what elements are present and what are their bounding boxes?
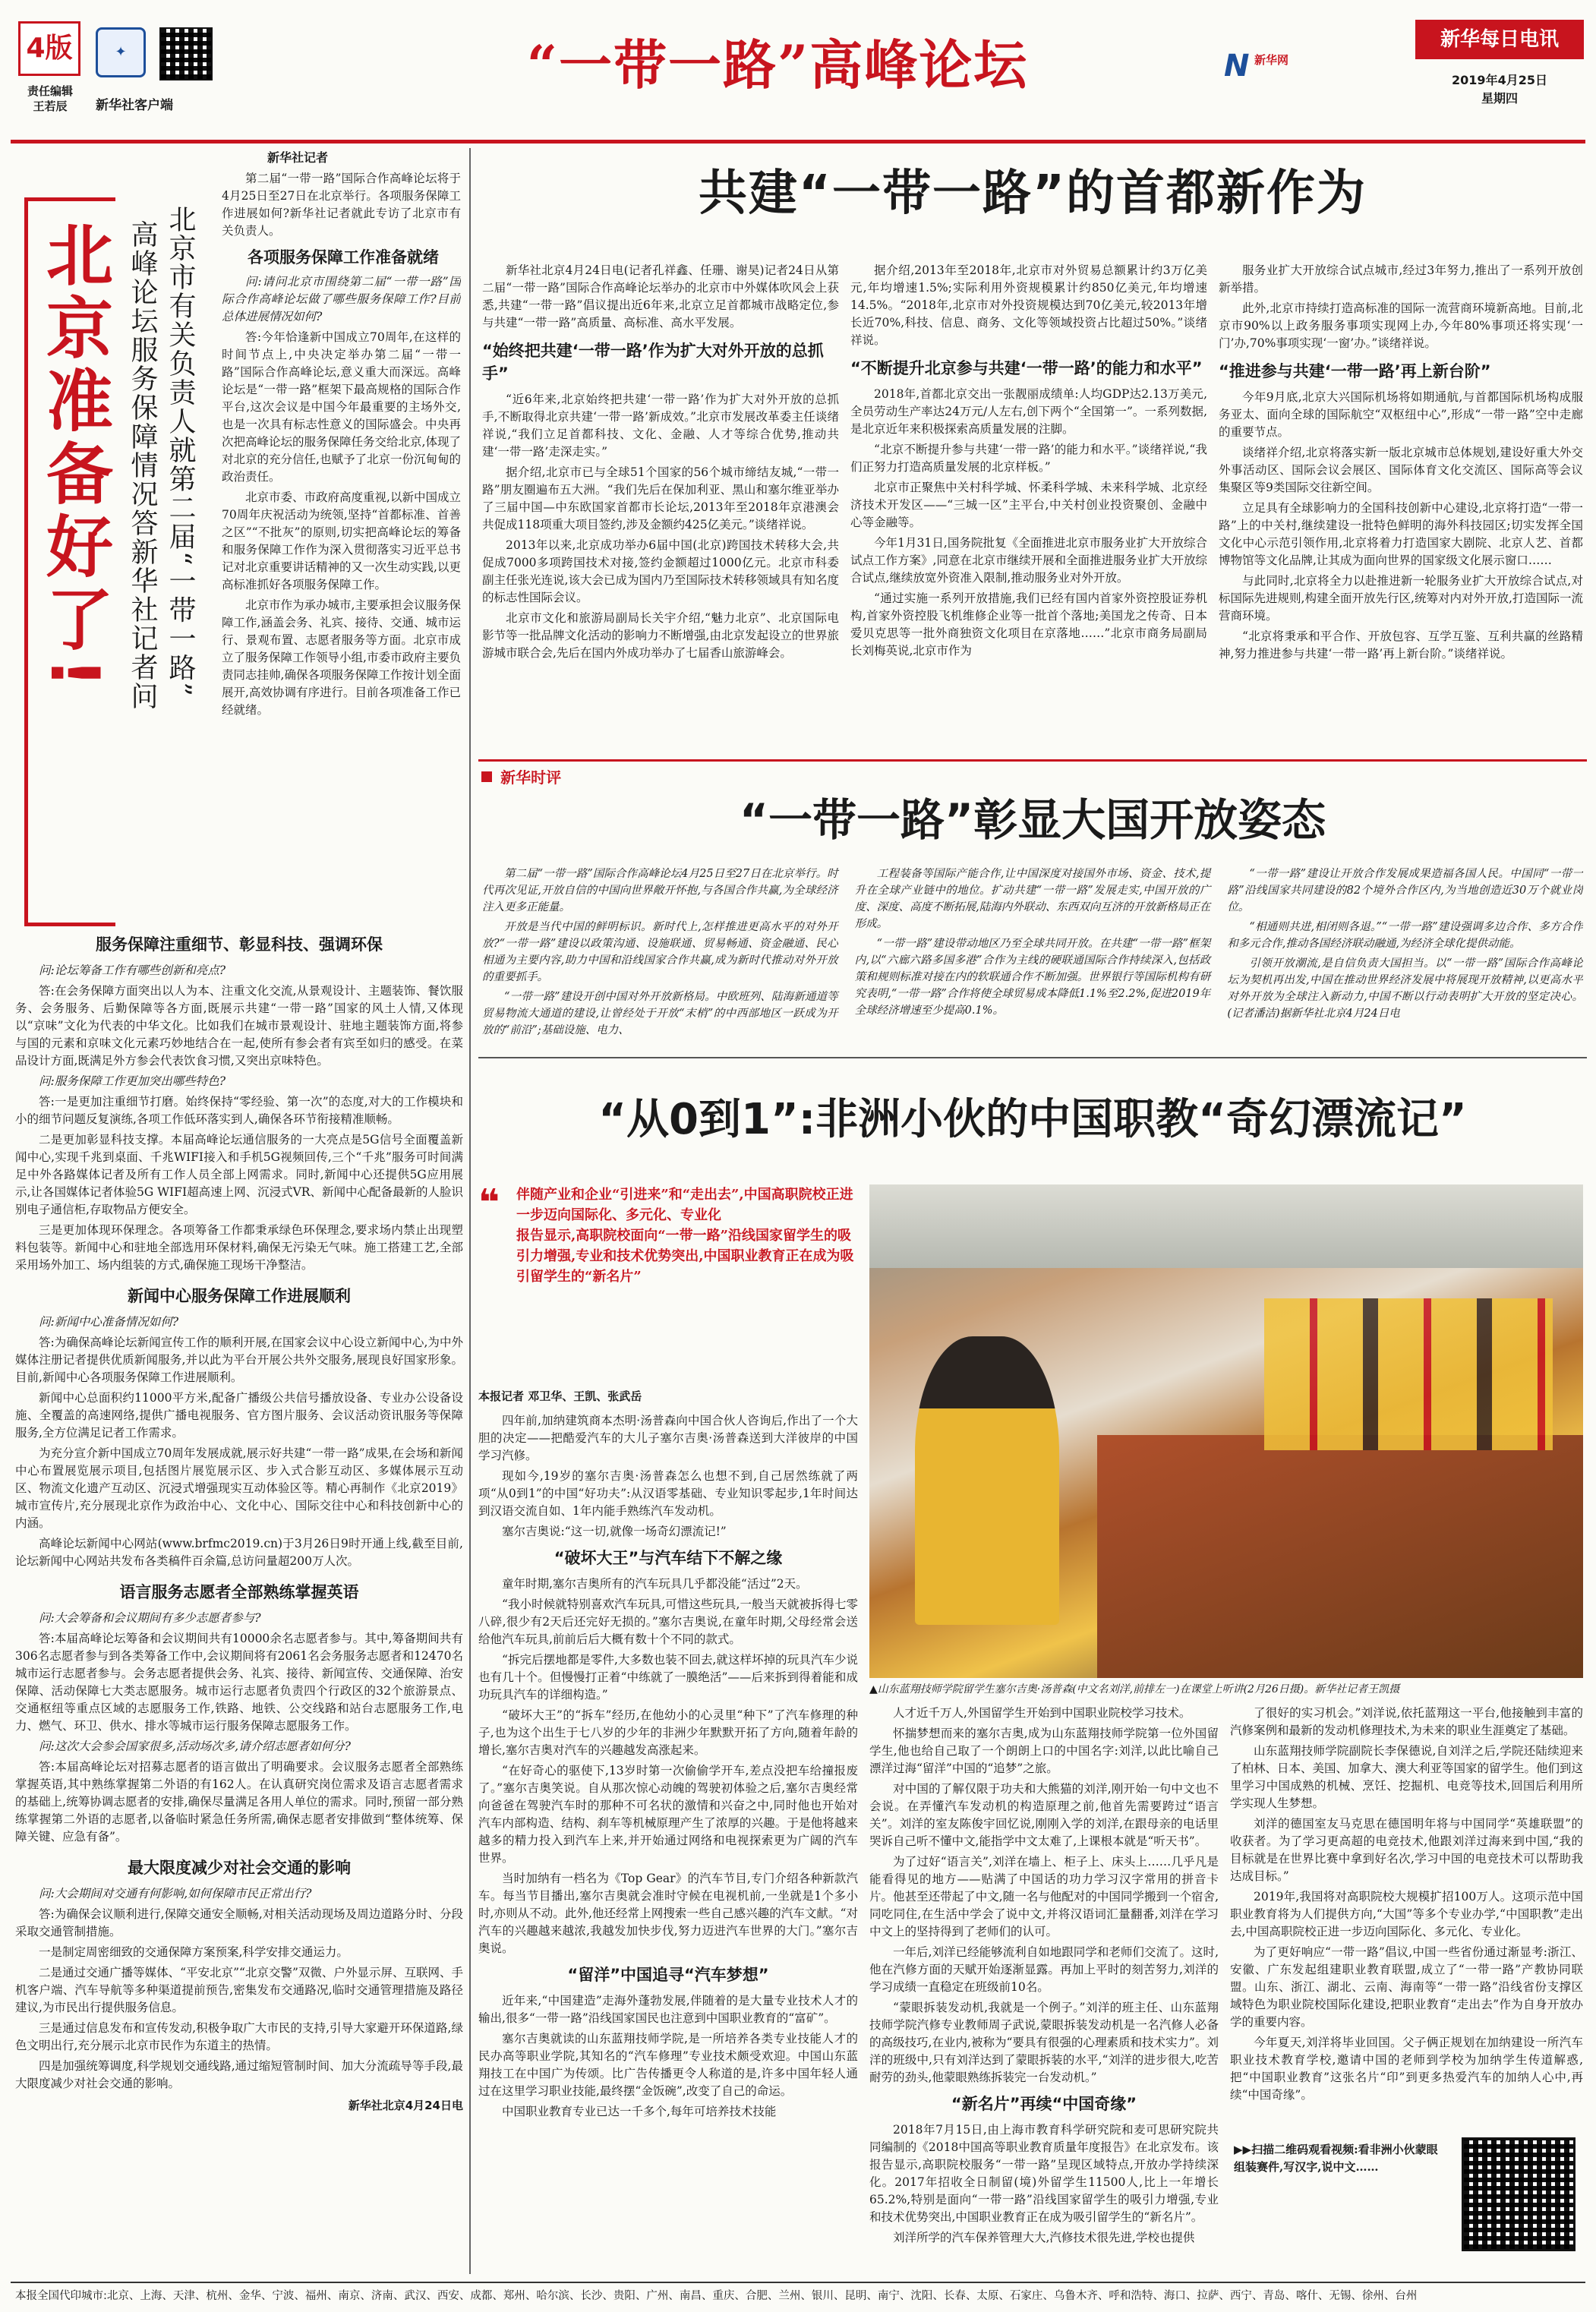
article3-para: 中国职业教育专业已达一千多个,每年可培养技术技能 xyxy=(502,2105,777,2118)
article3-para: 童年时期,塞尔吉奥所有的汽车玩具几乎都没能“活过”2天。 xyxy=(502,1577,808,1591)
article2-sub2: “不断提升北京参与共建‘一带一路’的能力和水平” xyxy=(850,359,1203,377)
article2-para: 新华社北京4月24日电(记者孔祥鑫、任珊、谢昊)记者24日从第二届“一带一路”国际合作高峰论坛举办的北京市中外媒体吹风会上获悉,共建“一带一路”倡议提出近6年来,北京立足首都城市战略定位,参与共建“一带一路”高质量、高标准、高水平发展。 xyxy=(482,263,839,330)
article3-para: 怀揣梦想而来的塞尔吉奥,成为山东蓝翔技师学院第一位外国留学生,他也给自己取了一个朗朗上口的中国名字:刘洋,以此比喻自己漂洋过海“留洋”中国的“追梦”之旅。 xyxy=(869,1727,1219,1775)
classroom-photo xyxy=(869,1184,1583,1678)
article1-lead: 第二届“一带一路”国际合作高峰论坛将于4月25日至27日在北京举行。各项服务保障工作进展如何?新华社记者就此专访了北京市有关负责人。 xyxy=(222,172,461,238)
article2-para: “北京不断提升参与共建‘一带一路’的能力和水平。”谈绪祥说,“我们正努力打造高质量发展的北京样板。” xyxy=(850,443,1207,474)
masthead xyxy=(11,11,1585,144)
article3-para: 塞尔吉奥说:“这一切,就像一场奇幻漂流记!” xyxy=(502,1525,727,1538)
article1-subtitle-b: 北京市有关负责人就第二届“一带一路” xyxy=(165,205,196,698)
sec4-para: 答:本届高峰论坛对招募志愿者的语言做出了明确要求。会议服务志愿者全部熟练掌握英语,其中熟练掌握第二外语的有162人。在认真研究岗位需求及语言志愿者需求的基础上,统筹协调志愿者的安排,确保尽量满足各用人单位的需求。同时,预留一部分熟练掌握第二外语的志愿者,以备临时紧急任务所需,确保志愿者安排做到“整体统筹、保障关键、应急有备”。 xyxy=(15,1760,463,1844)
sec3-para: 新闻中心总面积约11000平方米,配备广播级公共信号播放设备、专业办公设备设施、全覆盖的高速网络,提供广播电视服务、官方图片服务、会议活动资讯服务等保障服务,全方位满足记者工作需求。 xyxy=(15,1391,463,1440)
article3-para: 刘洋所学的汽车保养管理大大,汽修技术很先进,学校也提供 xyxy=(893,2231,1195,2244)
sec3-para: 高峰论坛新闻中心网站(www.brfmc2019.cn)于3月26日9时开通上线,截至目前,论坛新闻中心网站共发布各类稿件百余篇,总访问量超200万人次。 xyxy=(15,1537,463,1568)
article2-para: 2018年,首都北京交出一张靓丽成绩单:人均GDP达2.13万美元,全员劳动生产率达24万元/人左右,创下两个“全国第一”。一系列数据,是北京近年来积极探索高质量发展的注脚。 xyxy=(850,387,1207,436)
client-label: 新华社客户端 xyxy=(96,98,173,113)
sec5-para: 三是通过信息发布和宣传发动,积极争取广大市民的支持,引导大家避开环保道路,绿色文明出行,充分展示北京市民作为东道主的热情。 xyxy=(15,2021,463,2052)
sec5-title: 最大限度减少对社会交通的影响 xyxy=(128,1859,351,1877)
article1-body xyxy=(15,930,463,2278)
sec1-title: 各项服务保障工作准备就绪 xyxy=(248,248,439,267)
sec1-para: 北京市委、市政府高度重视,以新中国成立70周年庆祝活动为统领,坚持“首都标准、首善之区”“不批灰”的原则,切实把高峰论坛的筹备和服务保障工作作为深入贯彻落实习近平总书记对北京重要讲话精神的又一次生动实践,以更高标准抓好各项服务保障工作。 xyxy=(222,490,461,591)
article3-para: 现如今,19岁的塞尔吉奥·汤普森怎么也想不到,自己居然练就了两项“从0到1”的中国“好功夫”:从汉语零基础、专业知识零起步,1年时间达到汉语交流自如、1年内能手熟练汽车发动机。 xyxy=(478,1469,858,1518)
article2-para: 北京市正聚焦中关村科学城、怀柔科学城、未来科学城、北京经济技术开发区——“三城一区”主平台,中关村创业投资聚创、金融中心等金融等。 xyxy=(850,481,1207,529)
commentary-para: “一带一路”建设开创中国对外开放新格局。中欧班列、陆海新通道等贸易物流大通道的建设,让曾经处于开放“末梢”的中西部地区一跃成为开放的“前沿”;基础设施、电力、 xyxy=(482,991,838,1036)
sec2-para: 二是更加彰显科技支撑。本届高峰论坛通信服务的一大亮点是5G信号全面覆盖新闻中心,实现千兆到桌面、千兆WIFI接入和手机5G视频回传,三个“千兆”服务可时间满足中外各路媒体记者及所有工作人员全部上网需求。同时,新闻中心还提供5G应用展示,让各国媒体记者体验5G WIFI超高速上网、沉浸式VR、新闻中心配备最新的人脸识别电子通信柜,存取物品方便安全。 xyxy=(15,1133,463,1216)
commentary-title: “一带一路”彰显大国开放姿态 xyxy=(739,794,1326,846)
sec5-para: 一是制定周密细致的交通保障方案预案,科学安排交通运力。 xyxy=(39,1945,349,1959)
article2-para: “北京将秉承和平合作、开放包容、互学互鉴、互利共赢的丝路精神,努力推进参与共建‘一带一路’再上新台阶。”谈绪祥说。 xyxy=(1219,629,1583,661)
tag-square-icon xyxy=(481,771,492,782)
commentary-para: “相通则共进,相闭则各退。”“一带一路”建设强调多边合作、多方合作和多元合作,推动各国经济联动融通,为经济全球化提供动能。 xyxy=(1227,921,1583,950)
article3-para: 山东蓝翔技师学院副院长李保德说,自刘洋之后,学院还陆续迎来了柏林、日本、美国、加拿大、澳大利亚等国家的留学生。他们到这里学习中国成熟的机械、烹饪、挖掘机、电竞等技术,回国后利用所学实现人生梦想。 xyxy=(1230,1744,1583,1810)
article2-para: 服务业扩大开放综合试点城市,经过3年努力,推出了一系列开放创新举措。 xyxy=(1219,263,1583,295)
article1-byline: 新华社记者 xyxy=(267,150,329,165)
article1-lead-column xyxy=(222,148,461,923)
article3-para: 人才近千万人,外国留学生开始到中国职业院校学习技术。 xyxy=(893,1706,1191,1720)
sec5-para: 二是通过交通广播等媒体、“平安北京”“北京交警”双微、户外显示屏、互联网、手机客户端、汽车导航等多种渠道提前预告,密集发布交通路况,临时交通管理措施及路径建议,为市民出行提供服务信息。 xyxy=(15,1966,463,2014)
photo-desk-books xyxy=(1097,1435,1583,1678)
paper-name: 新华每日电讯 xyxy=(1440,28,1559,51)
video-qr-code-icon[interactable] xyxy=(1462,2137,1575,2251)
xinhuanet-logo: N 新华网 xyxy=(1224,49,1289,84)
commentary-header xyxy=(478,782,1587,858)
article2-para: 立足具有全球影响力的全国科技创新中心建设,北京将打造“一带一路”上的中关村,继续建设一批特色鲜明的海外科技园区;切实发挥全国文化中心示范引领作用,北京将着力打造国家大剧院、北京人艺、首都博物馆等文化品牌,让其成为面向世界的国家级文化展示窗口…… xyxy=(1219,501,1583,567)
sec3-para: 为充分宣介新中国成立70周年发展成就,展示好共建“一带一路”成果,在会场和新闻中心布置展览展示项目,包括图片展览展示区、步入式合影互动区、多媒体展示互动区、物流文化遗产互动区、沉浸式增强现实互动体验区等。精心再制作《北京2019》城市宣传片,充分展现北京作为政治中心、文化中心、国际交往中心和科技创新中心的内涵。 xyxy=(15,1446,463,1530)
article2-title: 共建“一带一路”的首都新作为 xyxy=(698,166,1367,222)
sec4-para: 答:本届高峰论坛筹备和会议期间共有10000余名志愿者参与。其中,筹备期间共有306名志愿者参与到各类筹备工作中,会议期间将有2061名会务服务志愿者和12470名城市运行志愿者参与。会务志愿者提供会务、礼宾、接待、新闻宣传、交通保障、治安保障、活动保障七大类志愿服务。城市运行志愿者负责四个行政区的32个旅游景点、交通枢纽等重点区域的志愿服务工作,铁路、地铁、公交线路和站台志愿服务工作,电力、燃气、环卫、供水、排水等城市运行服务保障志愿服务工作。 xyxy=(15,1632,463,1733)
photo-classmates xyxy=(1264,1298,1553,1450)
quote-mark-icon: ❝ xyxy=(478,1181,500,1224)
article3-para: 四年前,加纳建筑商本杰明·汤普森向中国合伙人咨询后,作出了一个大胆的决定——把酷爱汽车的大儿子塞尔吉奥·汤普森送到大洋彼岸的中国学习汽修。 xyxy=(478,1414,858,1462)
article3-sub3: “新名片”再续“中国奇缘” xyxy=(951,2095,1137,2113)
article2-para: 谈绪祥介绍,北京将落实新一版北京城市总体规划,建设好重大外交外事活动区、国际会议会展区、国际体育文化交流区、国际高等会议集聚区等9类国际交往新空间。 xyxy=(1219,446,1583,494)
commentary-tag-label: 新华时评 xyxy=(500,768,562,787)
article1-title-box xyxy=(15,152,216,942)
article2-sub1: “始终把共建‘一带一路’作为扩大对外开放的总抓手” xyxy=(482,342,824,383)
article3-para: 了很好的实习机会。”刘洋说,依托蓝翔这一平台,他接触到丰富的汽修案例和最新的发动机修理技术,为未来的职业生涯奠定了基础。 xyxy=(1230,1706,1583,1737)
sec4-para: 问:这次大会参会国家很多,活动场次多,请介绍志愿者如何分? xyxy=(39,1740,351,1753)
article2-sub3: “推进参与共建‘一带一路’再上新台阶” xyxy=(1219,362,1491,380)
footer-rule xyxy=(11,2282,1585,2283)
editor-credit xyxy=(18,84,82,114)
column-divider xyxy=(469,148,471,2274)
sec3-para: 问:新闻中心准备情况如何? xyxy=(39,1315,179,1329)
article2-col2 xyxy=(850,262,1207,755)
header-rule xyxy=(11,140,1585,144)
article2-para: “通过实施一系列开放措施,我们已经有国内首家外资控股证券机构,首家外资控股飞机维修企业等一批首个落地;美国龙之传奇、日本爱贝克思等一批外商独资文化项目在京落地……”北京市商务局副局长刘梅英说,北京市作为 xyxy=(850,591,1207,658)
article3-title: “从0到1”:非洲小伙的中国职教“奇幻漂流记” xyxy=(598,1095,1467,1144)
article3-header xyxy=(478,1063,1587,1169)
article3-para: 近年来,“中国建造”走海外蓬勃发展,伴随着的是大量专业技术人才的输出,很多“一带一路”沿线国家国民也注意到中国职业教育的“富矿”。 xyxy=(478,1994,858,2025)
sec3-para: 答:为确保高峰论坛新闻宣传工作的顺利开展,在国家会议中心设立新闻中心,为中外媒体注册记者提供优质新闻服务,并以此为平台开展公共外交服务,展现良好国家形象。目前,新闻中心各项服务保障工作进展顺利。 xyxy=(15,1336,463,1384)
sec1-para: 问:请问北京市围绕第二届“一带一路”国际合作高峰论坛做了哪些服务保障工作?目前总体进展情况如何? xyxy=(222,275,461,323)
article1-title: 北京准备好了! xyxy=(36,220,114,695)
article1-subtitle-a: 高峰论坛服务保障情况答新华社记者问 xyxy=(127,220,158,711)
commentary-para: 第二届“一带一路”国际合作高峰论坛4月25日至27日在北京举行。时代再次见证,开放自信的中国向世界敞开怀抱,与各国合作共赢,为全球经济注入更多正能量。 xyxy=(482,868,838,913)
article3-col3 xyxy=(1230,1705,1583,2130)
xinhua-app-icon: ✦ xyxy=(96,27,146,77)
article2-para: 此外,北京市持续打造高标准的国际一流营商环境新高地。目前,北京市90%以上政务服务事项实现网上办,今年80%事项还将实现‘一门’办,70%事项实现‘一窗’办。”谈绪祥说。 xyxy=(1219,301,1583,350)
print-cities: 本报全国代印城市:北京、上海、天津、杭州、金华、宁波、福州、南京、济南、武汉、西安、成都、郑州、哈尔滨、长沙、贵阳、广州、南昌、重庆、合肥、兰州、银川、昆明、南宁、沈阳、长春、太原、石家庄、乌鲁木齐、呼和浩特、海口、拉萨、西宁、青岛、喀什、无锡、徐州、台州 xyxy=(15,2290,1418,2302)
article3-para: 为了过好“语言关”,刘洋在墙上、柜子上、床头上……几乎凡是能看得见的地方——贴满了中国话的功力学习汉字常用的拼音卡片。他甚至还带起了中文,随一名与他配对的中国同学搬到一个宿舍,同吃同住,在生活中学会了说中文,并将汉语词汇量翻番,刘洋在学习中文上的坚持得到了老师们的认可。 xyxy=(869,1855,1219,1938)
article2-para: 北京市文化和旅游局副局长关宇介绍,“魅力北京”、北京国际电影节等一批品牌文化活动的影响力不断增强,由北京发起设立的世界旅游城市联合会,先后在国内外成功举办了七届香山旅游峰会。 xyxy=(482,611,839,660)
photo-caption: ▲山东蓝翔技师学院留学生塞尔吉奥·汤普森(中文名刘洋,前排左一)在课堂上听讲(2月26日摄)。新华社记者王凯摄 xyxy=(869,1683,1400,1695)
sec3-title: 新闻中心服务保障工作进展顺利 xyxy=(128,1287,351,1305)
section-banner xyxy=(360,29,1195,105)
article2-para: 据介绍,2013年至2018年,北京市对外贸易总额累计约3万亿美元,年均增速1.5%;实际利用外资规模累计约850亿美元,年均增速14.5%。“2018年,北京市对外投资规模达到70亿美元,较2013年增长近70%,科技、信息、商务、文化等领域投资占比超过50%。”谈绪祥说。 xyxy=(850,263,1207,347)
article2-para: “近6年来,北京始终把共建‘一带一路’作为扩大对外开放的总抓手,不断取得北京共建‘一带一路’新成效。”北京市发展改革委主任谈绪祥说,“我们立足首都科技、文化、金融、人才等综合优势,推动共建‘一带一路’走深走实。” xyxy=(482,393,839,459)
article3-sub1: “破坏大王”与汽车结下不解之缘 xyxy=(554,1549,783,1567)
article3-col2 xyxy=(869,1705,1219,2274)
article3-para: “在好奇心的驱使下,13岁时第一次偷偷学开车,差点没把车给撞报废了。”塞尔吉奥笑说。自从那次惊心动魄的驾驶初体验之后,塞尔吉奥经常向爸爸在驾驶汽车时的那种不可名状的激情和兴奋之中,同时他也开始对汽车内部构造、结构、刹车等机械原理产生了浓厚的兴趣。于是他将越来越多的精力投入到汽车上来,并开始通过网络和电视探索更为广阔的汽车世界。 xyxy=(478,1764,858,1865)
sec2-para: 答:在会务保障方面突出以人为本、注重文化交流,从景观设计、主题装饰、餐饮服务、会务服务、后勤保障等各方面,既展示共建“一带一路”国家的风土人情,又体现以“京味”文化为代表的中华文化。比如我们在城市景观设计、驻地主题装饰方面,将参与国的元素和京味文化元素巧妙地结合在一起,使所有参会者有宾至如归的感受。在菜品设计方面,既满足外方参会代表饮食习惯,又突出京味特色。 xyxy=(15,984,463,1068)
article3-para: 2018年7月15日,由上海市教育科学研究院和麦可思研究院共同编制的《2018中国高等职业教育质量年度报告》在北京发布。该报告显示,高职院校服务“一带一路”呈现区域特点,开放办学持续深化。2017年招收全日制留(境)外留学生11500人,比上一年增长65.2%,特别是面向“一带一路”沿线国家留学生的吸引力增强,专业和技术优势突出,中国职业教育正在成为吸引留学生的“新名片”。 xyxy=(869,2123,1219,2224)
section-title: “一带一路”高峰论坛 xyxy=(526,33,1029,96)
sec4-title: 语言服务志愿者全部熟练掌握英语 xyxy=(119,1583,359,1601)
article3-para: “拆完后摆地都是零件,大多数也装不回去,就这样坏掉的玩具汽车少说也有几十个。但慢慢打正着“中练就了一膜绝活”——后来拆到得着能和成功玩具汽车的详细构造。” xyxy=(478,1653,858,1702)
commentary-body xyxy=(482,866,1583,1052)
sec2-para: 答:一是更加注重细节打磨。始终保持“零经验、第一次”的态度,对大的工作模块和小的细节问题反复演练,各项工作低环落实到人,确保各环节衔接精准顺畅。 xyxy=(15,1095,463,1126)
editor-label: 责任编辑 xyxy=(27,84,73,98)
commentary-para: 工程装备等国际产能合作,让中国深度对接国外市场、资金、技术,提升在全球产业链中的地位。扩动共建“一带一路”发展走实,中国开放的广度、深度、高度不断拓展,陆海内外联动、东西双向互济的开放新格局正在形成。 xyxy=(854,868,1211,930)
article3-sub2: “留洋”中国追寻“汽车梦想” xyxy=(567,1966,769,1984)
article3-summary-box xyxy=(478,1181,858,1382)
commentary-bottom-rule xyxy=(478,1057,1587,1058)
issue-date xyxy=(1415,71,1584,108)
article3-para: 一年后,刘洋已经能够流利自如地跟同学和老师们交流了。这时,他在汽修方面的天赋开始逐渐显露。再加上平时的刻苦努力,刘洋的学习成绩一直稳定在班级前10名。 xyxy=(869,1945,1219,1994)
article3-para: 2019年,我国将对高职院校大规模扩招100万人。这项示范中国职业教育将为人们提供方向,“大国”等多个专业办学,“中国职教”走出去,中国高职院校正进一步迈向国际化、多元化、专业化。 xyxy=(1230,1890,1583,1938)
article3-para: 当时加纳有一档名为《Top Gear》的汽车节目,专门介绍各种新款汽车。每当节目播出,塞尔吉奥就会准时守候在电视机前,一坐就是1个多小时,亦则从不动。此外,他还经常上网搜索一些自己感兴趣的汽车文献。“对汽车的兴趣越来越浓,我越发加快步伐,努力迈进汽车世界的大门。”塞尔吉奥说。 xyxy=(478,1872,858,1955)
sec5-para: 问:大会期间对交通有何影响,如何保障市民正常出行? xyxy=(39,1887,312,1900)
logo-text: 新华网 xyxy=(1254,53,1289,67)
header-qr-code-icon[interactable] xyxy=(159,27,213,80)
article3-para: 为了更好响应“一带一路”倡议,中国一些省份通过渐显考:浙江、安徽、广东发起组建职业教育联盟,成立了“一带一路”产教协同联盟。山东、浙江、湖北、云南、海南等“一带一路”沿线省份支撑区域特色为职业院校国际化建设,把职业教育“走出去”作为自身开放办学的重要内容。 xyxy=(1230,1945,1583,2029)
article2-col1 xyxy=(482,262,839,755)
sec2-para: 三是更加体现环保理念。各项筹备工作都秉承绿色环保理念,要求场内禁止出现塑料包装等。新闻中心和驻地全部选用环保材料,确保无污染无气味。施工搭建工艺,全部采用场外加工、场内组装的方式,确保施工现场干净整洁。 xyxy=(15,1223,463,1272)
commentary-para: “一带一路”建设带动地区乃至全球共同开放。在共建“一带一路”框架内,以“六廊六路多国多港”合作为主线的硬联通国际合作持续深入,包括政策和规则标准对接在内的软联通合作不断加强。世界银行等国际机构有研究表明,“一带一路”合作将使全球贸易成本降低1.1%至2.2%,促进2019年全球经济增速至少提高0.1%。 xyxy=(854,938,1211,1017)
date-text: 2019年4月25日 xyxy=(1452,73,1547,87)
article3-para: “破坏大王”的“拆车”经历,在他幼小的心灵里“种下”了汽车修理的种子,也为这个出生于七八岁的少年的非洲少年默默开拓了方向,随着年龄的增长,塞尔吉奥对汽车的兴趣越发高涨起来。 xyxy=(478,1708,858,1757)
photo-student-figure xyxy=(915,1336,1059,1625)
page-number: 4版 xyxy=(26,33,73,64)
sec1-para: 答:今年恰逢新中国成立70周年,在这样的时间节点上,中央决定举办第二届“一带一路”国际合作高峰论坛,意义重大而深远。高峰论坛是“一带一路”框架下最高规格的国际合作平台,这次会议是中国今年最重要的主场外交,也是一次具有标志性意义的国际盛会。中央再次把高峰论坛的服务保障任务交给北京,体现了对北京的充分信任,也赋予了北京一份沉甸甸的政治责任。 xyxy=(222,330,461,484)
commentary-para: “一带一路”建设让开放合作发展成果造福各国人民。中国同“一带一路”沿线国家共同建设的82个境外合作区内,为当地创造近30万个就业岗位。 xyxy=(1227,868,1583,913)
commentary-para: 引领开放潮流,是自信负责大国担当。以“一带一路”国际合作高峰论坛为契机再出发,中国在推动世界经济发展中将展现开放精神,以更高水平对外开放为全球注入新动力,中国不断以行动表明扩大开放的坚定决心。(记者潘洁)据新华社北京4月24日电 xyxy=(1227,957,1583,1020)
article3-para: 对中国的了解仅限于功夫和大熊猫的刘洋,刚开始一句中文也不会说。在弄懂汽车发动机的构造原理之前,他首先需要跨过“语言关”。刘洋的室友陈俊宇回忆说,刚刚入学的刘洋,在跟母亲的电话里哭诉自己听不懂中文,能指学中文太难了,上课根本就是“听天书”。 xyxy=(869,1782,1219,1848)
article2-para: 2013年以来,北京成功举办6届中国(北京)跨国技术转移大会,共促成7000多项跨国技术对接,签约金额超过1000亿元。北京市科委副主任张光连说,该大会已成为国内乃至国际技术转移领域具有知名度的标志性国际会议。 xyxy=(482,538,839,604)
sec1-para: 北京市作为承办城市,主要承担会议服务保障工作,涵盖会务、礼宾、接待、交通、城市运行、景观布置、志愿者服务等方面。北京市成立了服务保障工作领导小组,市委市政府主要负责同志挂帅,确保各项服务保障工作按计划全面展开,高效协调有序进行。目前各项准备工作已经就绪。 xyxy=(222,598,461,717)
article2-col3 xyxy=(1219,262,1583,755)
sec2-title: 服务保障注重细节、彰显科技、强调环保 xyxy=(96,935,383,954)
weekday-text: 星期四 xyxy=(1481,91,1518,106)
article2-para: 与此同时,北京将全力以赴推进新一轮服务业扩大开放综合试点,对标国际先进规则,构建全面开放先行区,统筹对内对外开放,打造国际一流营商环境。 xyxy=(1219,574,1583,623)
article2-header xyxy=(478,152,1587,243)
article3-para: “蒙眼拆装发动机,我就是一个例子。”刘洋的班主任、山东蓝翔技师学院汽修专业教师周子武说,蒙眼拆装发动机是一名汽修人必备的高级技巧,在业内,被称为“要具有很强的心理素质和技术实力”。刘洋的班级中,只有刘洋达到了蒙眼拆装的水平,“刘洋的进步很大,吃苦耐劳的劲头,他蒙眼熟练拆装完一台发动机。” xyxy=(869,2001,1219,2084)
page-number-box xyxy=(18,21,80,76)
editor-name: 王若辰 xyxy=(33,99,68,113)
article3-byline: 本报记者 邓卫华、王凯、张武岳 xyxy=(478,1389,642,1403)
article1-dateline: 新华社北京4月24日电 xyxy=(348,2099,463,2112)
article3-para: 塞尔吉奥就读的山东蓝翔技师学院,是一所培养各类专业技能人才的民办高等职业学院,其知名的“汽车修理”专业技术颇受欢迎。中国山东蓝翔技工在中国广为传颂。比广告传播更令人称道的是,许多中国年轻人通过在这里学习职业技能,最终摆“金饭碗”,改变了自己的命运。 xyxy=(478,2032,858,2098)
video-qr-caption: ▶▶扫描二维码观看视频:看非洲小伙蒙眼组装赛件,写汉字,说中文…… xyxy=(1234,2143,1438,2174)
article3-col1 xyxy=(478,1412,858,2274)
sec2-para: 问:服务保障工作更加突出哪些特色? xyxy=(39,1074,226,1088)
article3-para: “我小时候就特别喜欢汽车玩具,可惜这些玩具,一般当天就被拆得七零八碎,很少有2天后还完好无损的。”塞尔吉奥说,在童年时期,父母经常会送给他汽车玩具,前前后后大概有数十个不同的款式。 xyxy=(478,1598,858,1646)
commentary-para: 开放是当代中国的鲜明标识。新时代上,怎样推进更高水平的对外开放?“一带一路”建设以政策沟通、设施联通、贸易畅通、资金融通、民心相通为主要内容,助力中国和沿线国家合作共赢,成为新时代推动对外开放的重要抓手。 xyxy=(482,921,838,983)
paper-name-box xyxy=(1415,20,1584,59)
photo-wall xyxy=(869,1184,1583,1268)
article2-para: 今年9月底,北京大兴国际机场将如期通航,与首都国际机场构成服务亚太、面向全球的国际航空“双枢纽中心”,形成“一带一路”空中走廊的重要节点。 xyxy=(1219,390,1583,439)
sec4-para: 问:大会筹备和会议期间有多少志愿者参与? xyxy=(39,1611,261,1625)
sec2-para: 问:论坛筹备工作有哪些创新和亮点? xyxy=(39,964,226,977)
article2-para: 今年1月31日,国务院批复《全面推进北京市服务业扩大开放综合试点工作方案》,同意在北京市继续开展和全面推进服务业扩大开放综合试点,继续放宽外资准入限制,推动服务业对外开放。 xyxy=(850,536,1207,585)
article3-summary: 伴随产业和企业“引进来”和“走出去”,中国高职院校正进一步迈向国际化、多元化、专业化 报告显示,高职院校面向“一带一路”沿线国家留学生的吸引力增强,专业和技术优势突出,中国职业教育正在成为吸引留学生的“新名片” xyxy=(516,1187,854,1285)
article3-para: 刘洋的德国室友马克思在德国明年将与中国同学“英雄联盟”的收获者。为了学习更高超的电竞技术,他跟刘洋过海来到中国,“我的目标就是在世界比赛中拿到好名次,学习中国的电竞技术可以帮助我达成目标。” xyxy=(1230,1817,1583,1883)
article2-para: 据介绍,北京市已与全球51个国家的56个城市缔结友城,“一带一路”朋友圈遍布五大洲。“我们先后在保加利亚、黑山和塞尔维亚举办了三届中国—中东欧国家首都市长论坛,2013年至2018年京港澳会共促成118项重大项目签约,涉及金额约425亿美元。”谈绪祥说。 xyxy=(482,465,839,531)
sec5-para: 四是加强统筹调度,科学规划交通线路,通过缩短管制时间、加大分流疏导等手段,最大限度减少对社会交通的影响。 xyxy=(15,2059,463,2090)
article3-para: 今年夏天,刘洋将毕业回国。父子俩正规划在加纳建设一所汽车职业技术教育学校,邀请中国的老师到学校为加纳学生传道解惑,把“中国职业教育”这张名片“印”到更多热爱汽车的加纳人心中,再续“中国奇缘”。 xyxy=(1230,2036,1583,2102)
sec5-para: 答:为确保会议顺利进行,保障交通安全顺畅,对相关活动现场及周边道路分时、分段采取交通管制措施。 xyxy=(15,1907,463,1938)
commentary-rule xyxy=(478,759,1587,762)
